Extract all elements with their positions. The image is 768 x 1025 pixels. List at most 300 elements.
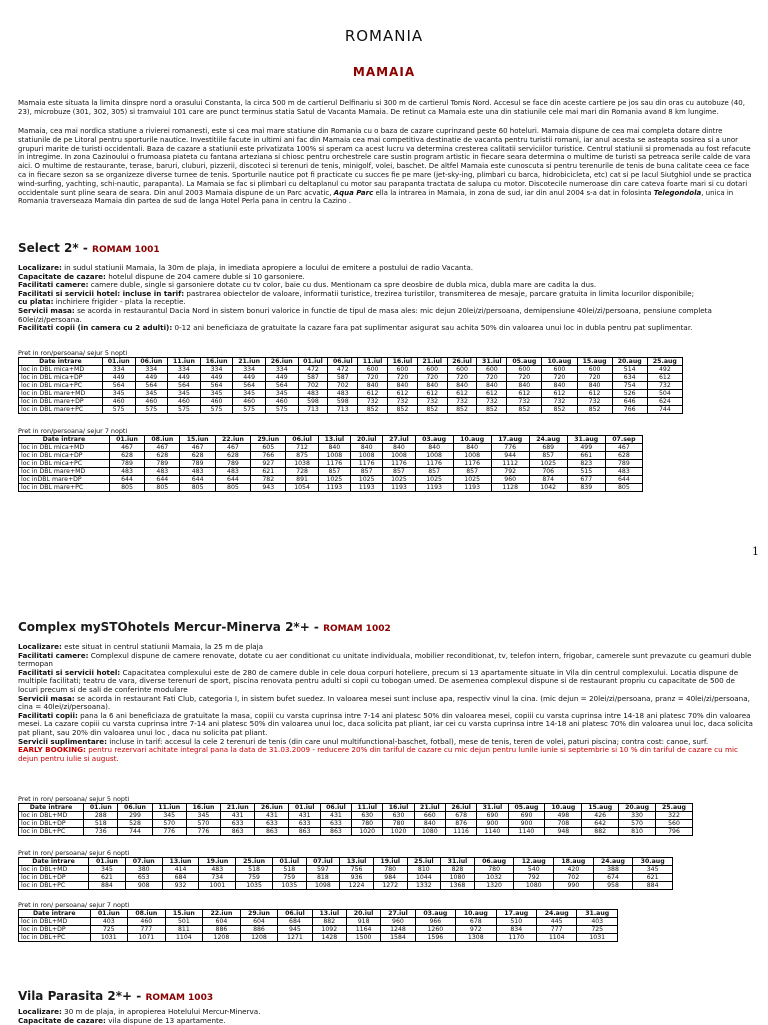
row-label: loc in DBL mica+MD xyxy=(19,444,110,452)
column-header: 16.iun xyxy=(200,358,233,366)
price-cell: 646 xyxy=(612,398,647,406)
column-header: 06.iul xyxy=(278,910,312,918)
price-cell: 467 xyxy=(180,444,215,452)
price-cell: 460 xyxy=(233,398,266,406)
table-caption: Pret in ron/persoana/ sejur 5 nopti xyxy=(18,349,128,357)
price-cell: 840 xyxy=(507,382,542,390)
price-cell: 564 xyxy=(200,382,233,390)
hotel-heading-select: Select 2* - ROMAM 1001 xyxy=(18,241,160,255)
column-header: 05.aug xyxy=(508,804,545,812)
price-cell: 1193 xyxy=(453,484,491,492)
price-cell: 884 xyxy=(89,882,126,890)
price-cell: 644 xyxy=(145,476,180,484)
price-cell: 1098 xyxy=(306,882,340,890)
price-cell: 874 xyxy=(529,476,567,484)
price-cell: 528 xyxy=(118,820,152,828)
price-cell: 823 xyxy=(567,460,605,468)
price-cell: 1071 xyxy=(128,934,166,942)
price-cell: 840 xyxy=(542,382,577,390)
column-header: 10.aug xyxy=(453,436,491,444)
table-row xyxy=(19,444,643,452)
price-cell: 472 xyxy=(298,366,328,374)
price-cell: 852 xyxy=(447,406,477,414)
table-row xyxy=(19,484,643,492)
row-label: loc in DBL mare+MD xyxy=(19,390,103,398)
price-cell: 886 xyxy=(240,926,278,934)
column-header: 06.aug xyxy=(474,858,514,866)
price-cell: 713 xyxy=(328,406,358,414)
price-table xyxy=(18,909,618,942)
price-cell: 467 xyxy=(605,444,642,452)
price-cell: 780 xyxy=(352,820,383,828)
price-cell: 334 xyxy=(265,366,298,374)
price-cell: 908 xyxy=(125,882,162,890)
price-table xyxy=(18,357,683,414)
price-cell: 498 xyxy=(545,812,582,820)
price-cell: 1025 xyxy=(351,476,383,484)
price-cell: 1332 xyxy=(407,882,441,890)
column-header: 25.aug xyxy=(647,358,682,366)
price-cell: 966 xyxy=(415,918,455,926)
table-row xyxy=(19,398,683,406)
price-cell: 334 xyxy=(135,366,168,374)
price-cell: 345 xyxy=(168,390,201,398)
price-cell: 330 xyxy=(619,812,656,820)
price-cell: 891 xyxy=(286,476,318,484)
price-cell: 789 xyxy=(109,460,144,468)
price-cell: 612 xyxy=(477,390,507,398)
price-cell: 1500 xyxy=(346,934,380,942)
price-cell: 624 xyxy=(647,398,682,406)
price-cell: 345 xyxy=(186,812,220,820)
price-cell: 863 xyxy=(289,828,320,836)
page-title: ROMANIA xyxy=(344,27,424,45)
price-cell: 492 xyxy=(647,366,682,374)
price-cell: 945 xyxy=(278,926,312,934)
row-label: loc in DBL+DP xyxy=(19,874,89,882)
price-cell: 863 xyxy=(320,828,351,836)
price-cell: 732 xyxy=(577,398,612,406)
price-cell: 684 xyxy=(162,874,199,882)
price-cell: 1320 xyxy=(474,882,514,890)
price-cell: 1104 xyxy=(536,934,576,942)
price-cell: 467 xyxy=(145,444,180,452)
column-header: Date intrare xyxy=(19,804,84,812)
price-cell: 805 xyxy=(145,484,180,492)
column-header: 08.iun xyxy=(128,910,166,918)
price-cell: 876 xyxy=(445,820,476,828)
price-cell: 776 xyxy=(186,828,220,836)
column-header: 24.aug xyxy=(593,858,633,866)
price-cell: 612 xyxy=(388,390,418,398)
table-caption: Pret in ron/ persoana/ sejur 7 nopti xyxy=(18,901,130,909)
column-header: 11.iun xyxy=(152,804,186,812)
price-cell: 1035 xyxy=(272,882,306,890)
column-header: 21.iun xyxy=(233,358,266,366)
price-cell: 1042 xyxy=(529,484,567,492)
price-cell: 720 xyxy=(417,374,447,382)
price-cell: 1193 xyxy=(351,484,383,492)
column-header: 11.iul xyxy=(358,358,388,366)
price-cell: 932 xyxy=(162,882,199,890)
column-header: 29.iun xyxy=(240,910,278,918)
price-cell: 660 xyxy=(414,812,445,820)
detail-line: Servicii suplimentare: incluse in tarif: accesul la cele 2 terenuri de tenis (din care unul multifunctional-baschet, fotbal), mese de tenis, teren de volei, paturi piscina; contra cost: canoe, surf. xyxy=(18,736,709,746)
price-cell: 1272 xyxy=(373,882,407,890)
page-subtitle: MAMAIA xyxy=(352,65,416,79)
price-cell: 744 xyxy=(118,828,152,836)
price-cell: 1080 xyxy=(441,874,475,882)
price-cell: 720 xyxy=(358,374,388,382)
price-cell: 1248 xyxy=(381,926,415,934)
price-cell: 840 xyxy=(383,444,415,452)
row-label: loc in DBL mica+PC xyxy=(19,460,110,468)
price-cell: 600 xyxy=(577,366,612,374)
table-row xyxy=(19,934,618,942)
row-label: loc in DBL+PC xyxy=(19,934,91,942)
price-cell: 1193 xyxy=(415,484,453,492)
price-cell: 630 xyxy=(383,812,414,820)
price-cell: 334 xyxy=(233,366,266,374)
row-label: loc in DBL+DP xyxy=(19,926,91,934)
table-row xyxy=(19,374,683,382)
price-cell: 818 xyxy=(306,874,340,882)
price-cell: 634 xyxy=(612,374,647,382)
price-cell: 1032 xyxy=(474,874,514,882)
price-cell: 732 xyxy=(477,398,507,406)
column-header: Date intrare xyxy=(19,858,89,866)
price-cell: 960 xyxy=(491,476,529,484)
column-header: 25.iun xyxy=(236,858,273,866)
price-cell: 483 xyxy=(145,468,180,476)
price-cell: 644 xyxy=(180,476,215,484)
price-cell: 518 xyxy=(236,866,273,874)
column-header: 20.aug xyxy=(612,358,647,366)
price-cell: 1008 xyxy=(351,452,383,460)
hotel-details-parasita xyxy=(18,1008,753,1025)
price-cell: 840 xyxy=(447,382,477,390)
price-cell: 467 xyxy=(215,444,250,452)
price-cell: 810 xyxy=(619,828,656,836)
table-row xyxy=(19,866,673,874)
column-header: 20.iul xyxy=(346,910,380,918)
table-row xyxy=(19,452,643,460)
price-cell: 720 xyxy=(577,374,612,382)
row-label: loc in DBL mare+MD xyxy=(19,468,110,476)
column-header: 31.aug xyxy=(567,436,605,444)
price-cell: 621 xyxy=(251,468,286,476)
price-cell: 857 xyxy=(415,468,453,476)
price-cell: 690 xyxy=(508,812,545,820)
price-cell: 840 xyxy=(388,382,418,390)
price-cell: 875 xyxy=(286,452,318,460)
column-header: 31.iul xyxy=(477,804,508,812)
table-row xyxy=(19,406,683,414)
price-cell: 644 xyxy=(215,476,250,484)
price-cell: 621 xyxy=(633,874,673,882)
price-cell: 299 xyxy=(118,812,152,820)
row-label: loc in DBL mica+PC xyxy=(19,382,103,390)
price-cell: 598 xyxy=(328,398,358,406)
price-cell: 345 xyxy=(89,866,126,874)
detail-line: cu plata: inchiriere frigider - plata la receptie. xyxy=(18,297,186,307)
price-cell: 288 xyxy=(84,812,118,820)
column-header: 15.iun xyxy=(165,910,203,918)
price-cell: 515 xyxy=(567,468,605,476)
price-cell: 1025 xyxy=(318,476,350,484)
price-cell: 570 xyxy=(619,820,656,828)
price-cell: 345 xyxy=(200,390,233,398)
price-cell: 575 xyxy=(102,406,135,414)
column-header: 01.iul xyxy=(298,358,328,366)
price-cell: 501 xyxy=(165,918,203,926)
price-cell: 857 xyxy=(453,468,491,476)
price-cell: 1025 xyxy=(453,476,491,484)
price-cell: 1584 xyxy=(381,934,415,942)
price-cell: 1008 xyxy=(453,452,491,460)
table-header-row xyxy=(19,910,618,918)
price-cell: 1080 xyxy=(514,882,554,890)
column-header: 16.iun xyxy=(186,804,220,812)
column-header: 06.iul xyxy=(320,804,351,812)
column-header: 01.iun xyxy=(90,910,128,918)
column-header: 01.iun xyxy=(102,358,135,366)
price-cell: 840 xyxy=(453,444,491,452)
price-cell: 736 xyxy=(84,828,118,836)
price-cell: 449 xyxy=(200,374,233,382)
column-header: 05.aug xyxy=(507,358,542,366)
price-cell: 388 xyxy=(593,866,633,874)
price-cell: 840 xyxy=(577,382,612,390)
price-cell: 403 xyxy=(577,918,618,926)
price-cell: 1176 xyxy=(383,460,415,468)
price-cell: 852 xyxy=(388,406,418,414)
detail-line: Capacitate de cazare: vila dispune de 13 apartamente. xyxy=(18,1015,226,1025)
column-header: 03.aug xyxy=(415,436,453,444)
column-header: 25.aug xyxy=(656,804,693,812)
column-header: 01.iul xyxy=(289,804,320,812)
price-cell: 1031 xyxy=(90,934,128,942)
price-cell: 628 xyxy=(180,452,215,460)
price-cell: 677 xyxy=(567,476,605,484)
price-cell: 633 xyxy=(221,820,255,828)
price-cell: 886 xyxy=(203,926,241,934)
column-header: 27.iul xyxy=(381,910,415,918)
price-cell: 604 xyxy=(240,918,278,926)
price-cell: 990 xyxy=(554,882,594,890)
table-header-row xyxy=(19,804,693,812)
price-cell: 420 xyxy=(554,866,594,874)
column-header: 26.iul xyxy=(447,358,477,366)
price-cell: 863 xyxy=(221,828,255,836)
price-table xyxy=(18,803,693,836)
price-cell: 628 xyxy=(145,452,180,460)
price-cell: 900 xyxy=(508,820,545,828)
price-cell: 334 xyxy=(200,366,233,374)
price-cell: 431 xyxy=(289,812,320,820)
price-cell: 810 xyxy=(407,866,441,874)
column-header: 31.iul xyxy=(441,858,475,866)
price-cell: 518 xyxy=(84,820,118,828)
price-cell: 570 xyxy=(186,820,220,828)
price-cell: 1308 xyxy=(456,934,496,942)
price-cell: 732 xyxy=(507,398,542,406)
price-cell: 604 xyxy=(203,918,241,926)
column-header: 19.iun xyxy=(199,858,236,866)
price-cell: 1116 xyxy=(445,828,476,836)
row-label: loc in DBL+MD xyxy=(19,866,89,874)
price-cell: 644 xyxy=(605,476,642,484)
price-cell: 732 xyxy=(358,398,388,406)
price-cell: 1176 xyxy=(318,460,350,468)
price-cell: 852 xyxy=(477,406,507,414)
price-cell: 684 xyxy=(278,918,312,926)
price-cell: 449 xyxy=(168,374,201,382)
column-header: 11.iun xyxy=(168,358,201,366)
column-header: 13.iun xyxy=(162,858,199,866)
price-cell: 575 xyxy=(168,406,201,414)
column-header: 27.iul xyxy=(383,436,415,444)
detail-line: Localizare: 30 m de plaja, in apropierea Hotelului Mercur-Minerva. xyxy=(18,1007,261,1016)
price-cell: 380 xyxy=(125,866,162,874)
table-header-row xyxy=(19,436,643,444)
row-label: loc in DBL mare+PC xyxy=(19,484,110,492)
price-cell: 483 xyxy=(328,390,358,398)
price-cell: 958 xyxy=(593,882,633,890)
price-cell: 564 xyxy=(102,382,135,390)
price-cell: 575 xyxy=(233,406,266,414)
price-cell: 972 xyxy=(456,926,496,934)
price-cell: 1176 xyxy=(453,460,491,468)
price-cell: 630 xyxy=(352,812,383,820)
column-header: 01.iun xyxy=(84,804,118,812)
price-cell: 1054 xyxy=(286,484,318,492)
price-cell: 857 xyxy=(351,468,383,476)
price-cell: 857 xyxy=(383,468,415,476)
price-cell: 445 xyxy=(536,918,576,926)
price-cell: 744 xyxy=(647,406,682,414)
price-cell: 612 xyxy=(358,390,388,398)
column-header: 11.iul xyxy=(352,804,383,812)
price-cell: 792 xyxy=(491,468,529,476)
price-cell: 600 xyxy=(507,366,542,374)
price-cell: 884 xyxy=(633,882,673,890)
price-cell: 483 xyxy=(605,468,642,476)
price-cell: 805 xyxy=(180,484,215,492)
price-cell: 720 xyxy=(542,374,577,382)
price-cell: 526 xyxy=(612,390,647,398)
column-header: 12.aug xyxy=(514,858,554,866)
price-cell: 431 xyxy=(255,812,289,820)
price-cell: 839 xyxy=(567,484,605,492)
price-cell: 708 xyxy=(545,820,582,828)
column-header: 07.iun xyxy=(125,858,162,866)
price-cell: 852 xyxy=(577,406,612,414)
price-cell: 633 xyxy=(320,820,351,828)
price-cell: 732 xyxy=(388,398,418,406)
price-cell: 414 xyxy=(162,866,199,874)
price-cell: 467 xyxy=(109,444,144,452)
price-cell: 840 xyxy=(318,444,350,452)
price-cell: 449 xyxy=(265,374,298,382)
price-cell: 449 xyxy=(102,374,135,382)
column-header: 15.aug xyxy=(577,358,612,366)
column-header: 26.iun xyxy=(265,358,298,366)
column-header: Date intrare xyxy=(19,358,103,366)
price-cell: 575 xyxy=(200,406,233,414)
price-cell: 472 xyxy=(328,366,358,374)
price-cell: 805 xyxy=(605,484,642,492)
price-table xyxy=(18,857,673,890)
column-header: 07.sep xyxy=(605,436,642,444)
table-row xyxy=(19,460,643,468)
price-cell: 702 xyxy=(328,382,358,390)
column-header: 17.aug xyxy=(491,436,529,444)
price-cell: 628 xyxy=(215,452,250,460)
price-cell: 840 xyxy=(417,382,447,390)
price-cell: 345 xyxy=(152,812,186,820)
detail-line: Facilitati si servicii hotel: Capacitatea complexului este de 280 de camere duble in cele doua corpuri hoteliere, precum si 13 apartamente situate in Vila din centrul complexului. Locatia dispune de multiple facilitati; teatru de vara, diverse terenuri de sport, piscina renovata pentru adulti si copii cu tobogan umed. De asemenea complexul dispune si de restaurant propriu cu capacitate de 500 de locuri precum si de sali de conferinte modulare xyxy=(18,667,739,694)
price-cell: 504 xyxy=(647,390,682,398)
column-header: 08.iun xyxy=(145,436,180,444)
price-cell: 1035 xyxy=(236,882,273,890)
price-cell: 1092 xyxy=(312,926,346,934)
price-cell: 1208 xyxy=(203,934,241,942)
price-cell: 1140 xyxy=(508,828,545,836)
column-header: 22.iun xyxy=(203,910,241,918)
price-cell: 1164 xyxy=(346,926,380,934)
price-cell: 612 xyxy=(507,390,542,398)
table-row xyxy=(19,828,693,836)
column-header: 06.iul xyxy=(286,436,318,444)
price-cell: 789 xyxy=(145,460,180,468)
price-cell: 460 xyxy=(102,398,135,406)
table-row xyxy=(19,468,643,476)
price-cell: 345 xyxy=(265,390,298,398)
price-cell: 564 xyxy=(135,382,168,390)
column-header: Date intrare xyxy=(19,910,91,918)
price-cell: 984 xyxy=(373,874,407,882)
column-header: 13.iul xyxy=(340,858,374,866)
price-cell: 706 xyxy=(529,468,567,476)
column-header: 15.iun xyxy=(180,436,215,444)
price-cell: 334 xyxy=(168,366,201,374)
price-cell: 796 xyxy=(656,828,693,836)
price-cell: 828 xyxy=(441,866,475,874)
row-label: loc inDBL mare+DP xyxy=(19,476,110,484)
price-cell: 514 xyxy=(612,366,647,374)
price-cell: 499 xyxy=(567,444,605,452)
price-cell: 621 xyxy=(89,874,126,882)
price-cell: 811 xyxy=(165,926,203,934)
price-cell: 1428 xyxy=(312,934,346,942)
price-cell: 840 xyxy=(358,382,388,390)
price-cell: 674 xyxy=(593,874,633,882)
column-header: 31.aug xyxy=(577,910,618,918)
price-cell: 759 xyxy=(272,874,306,882)
price-cell: 702 xyxy=(554,874,594,882)
price-cell: 1112 xyxy=(491,460,529,468)
column-header: 24.aug xyxy=(536,910,576,918)
price-cell: 882 xyxy=(582,828,619,836)
price-cell: 587 xyxy=(328,374,358,382)
price-cell: 792 xyxy=(514,874,554,882)
column-header: 30.aug xyxy=(633,858,673,866)
table-caption: Pret in ron/persoana/ sejur 7 nopti xyxy=(18,427,128,435)
price-cell: 1271 xyxy=(278,934,312,942)
column-header: 13.iul xyxy=(318,436,350,444)
price-cell: 857 xyxy=(529,452,567,460)
